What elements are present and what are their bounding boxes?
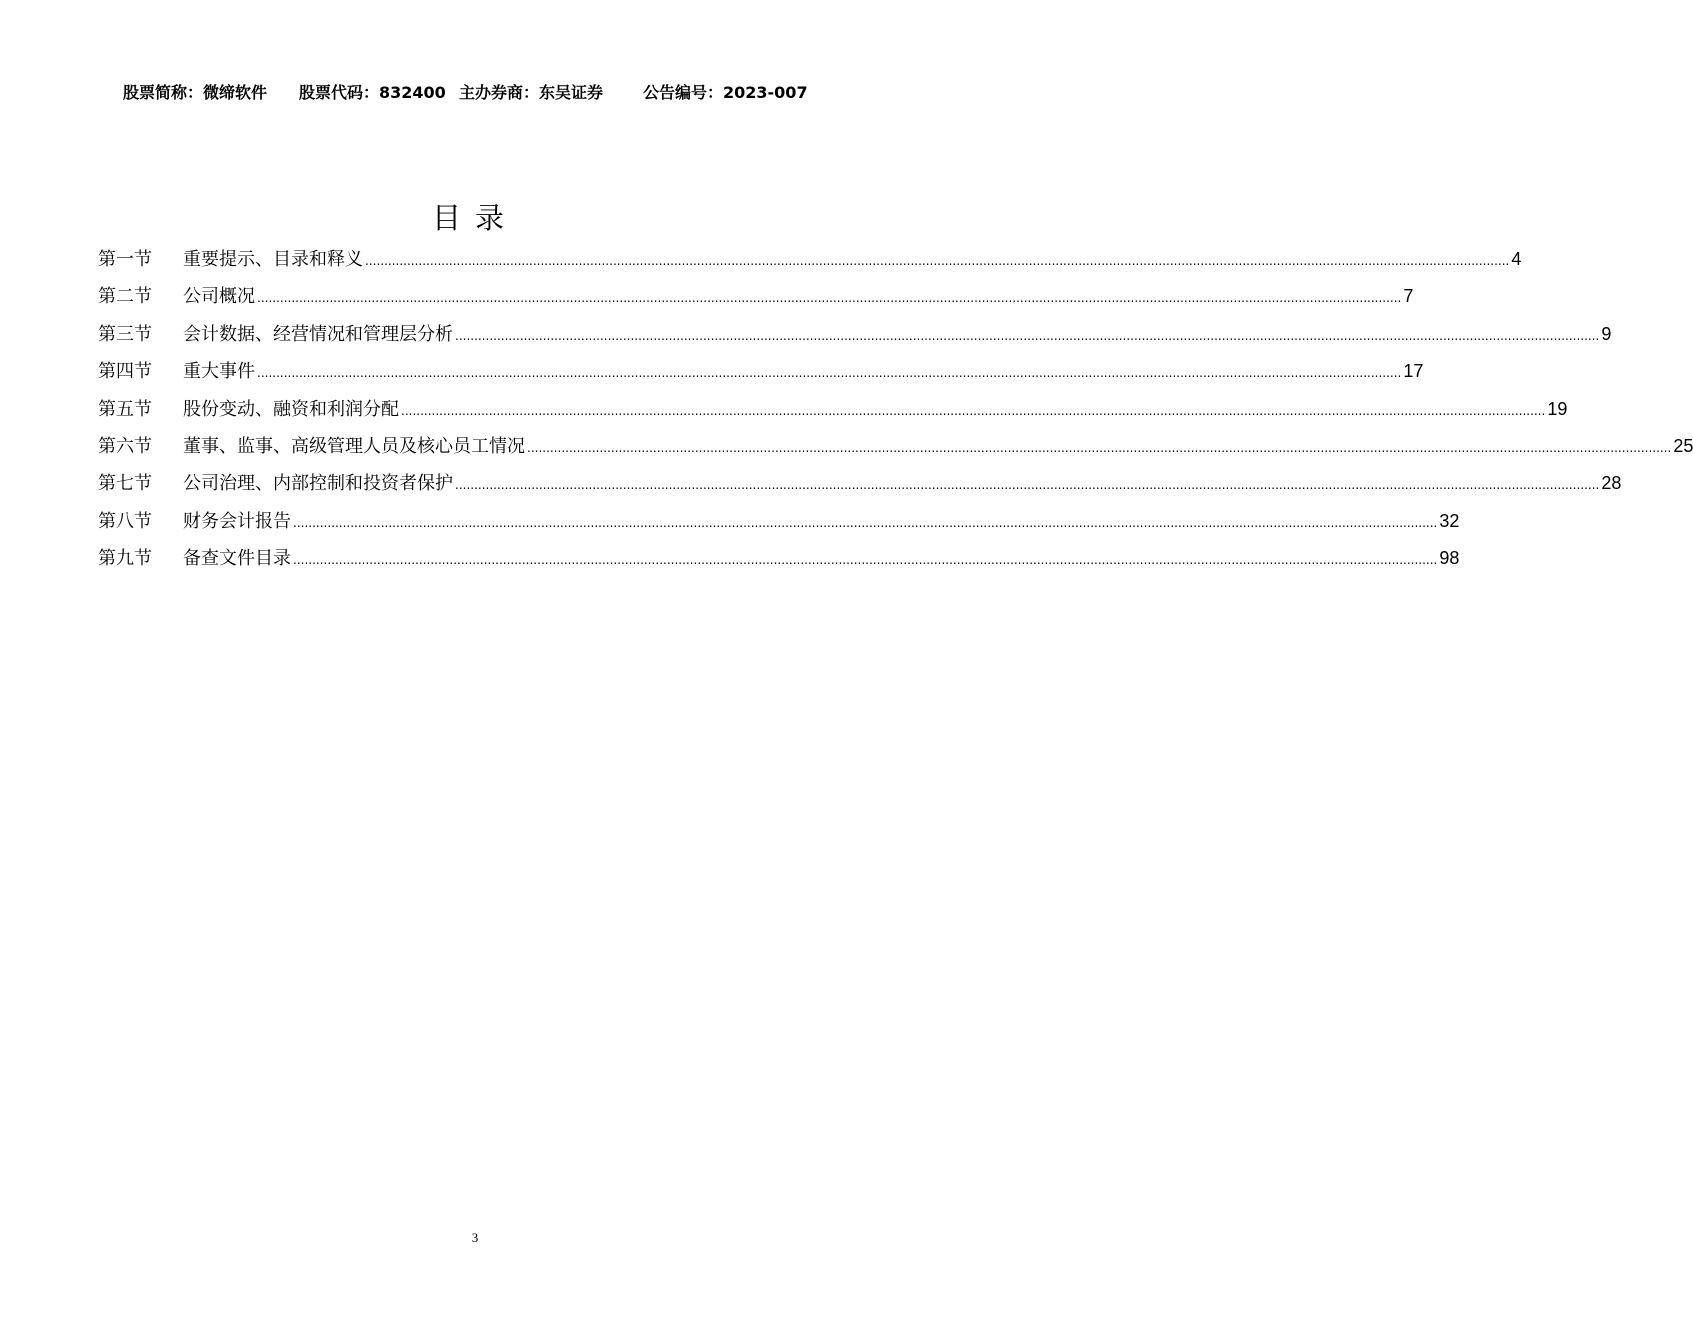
stock-code: 股票代码：832400 <box>299 83 446 102</box>
toc-section-label: 第七节 <box>98 473 152 495</box>
toc-page-number: 98 <box>1439 548 1460 569</box>
toc-section-title: 备查文件目录 <box>183 548 291 570</box>
toc-leader-dots: ............................................................................................................................................................................................................................................................................................................ <box>365 254 1510 268</box>
toc-page-number: 28 <box>1601 473 1622 494</box>
toc-section-label: 第八节 <box>98 510 152 532</box>
toc-page-number: 25 <box>1673 435 1693 456</box>
toc-leader-dots: ............................................................................................................................................................................................................................................................................................................ <box>455 478 1600 493</box>
toc-section-title: 重要提示、目录和释义 <box>183 249 363 270</box>
toc-leader-dots: ............................................................................................................................................................................................................................................................................................................ <box>293 515 1438 530</box>
toc-entry[interactable] <box>98 545 1460 582</box>
toc-entry[interactable] <box>98 433 1693 470</box>
page-title: 目录 <box>431 201 518 235</box>
page-number: 3 <box>471 1230 479 1245</box>
toc-section-title: 会计数据、经营情况和管理层分析 <box>183 323 453 345</box>
toc-page-number: 7 <box>1403 286 1414 307</box>
toc-section-title: 财务会计报告 <box>183 510 291 532</box>
toc-leader-dots: ............................................................................................................................................................................................................................................................................................................ <box>257 366 1402 381</box>
table-of-contents <box>98 246 1693 583</box>
lead-broker: 主办券商：东吴证券 <box>459 83 604 102</box>
toc-section-label: 第二节 <box>98 286 152 308</box>
document-header <box>123 80 823 104</box>
toc-entry[interactable] <box>98 246 1522 283</box>
toc-section-label: 第四节 <box>98 361 152 383</box>
toc-section-label: 第九节 <box>98 548 152 570</box>
toc-leader-dots: ............................................................................................................................................................................................................................................................................................................ <box>527 440 1672 455</box>
toc-page-number: 19 <box>1547 398 1568 419</box>
toc-entry[interactable] <box>98 283 1414 320</box>
stock-name: 股票简称：微缔软件 <box>123 83 268 102</box>
toc-section-label: 第一节 <box>98 249 152 270</box>
toc-section-title: 公司治理、内部控制和投资者保护 <box>183 473 453 495</box>
toc-section-label: 第六节 <box>98 435 152 457</box>
toc-entry[interactable] <box>98 321 1612 358</box>
toc-section-title: 董事、监事、高级管理人员及核心员工情况 <box>183 435 525 457</box>
toc-entry[interactable] <box>98 508 1460 545</box>
toc-leader-dots: ............................................................................................................................................................................................................................................................................................................ <box>293 553 1438 568</box>
toc-leader-dots: ............................................................................................................................................................................................................................................................................................................ <box>257 291 1402 306</box>
toc-entry[interactable] <box>98 396 1568 433</box>
toc-section-title: 股份变动、融资和利润分配 <box>183 398 399 420</box>
toc-page-number: 9 <box>1601 323 1612 344</box>
toc-entry[interactable] <box>98 470 1622 507</box>
toc-page-number: 4 <box>1511 249 1522 269</box>
toc-section-title: 重大事件 <box>183 361 255 383</box>
toc-entry[interactable] <box>98 358 1424 395</box>
toc-leader-dots: ............................................................................................................................................................................................................................................................................................................ <box>401 403 1546 418</box>
toc-section-title: 公司概况 <box>183 286 255 308</box>
toc-leader-dots: ............................................................................................................................................................................................................................................................................................................ <box>455 328 1600 343</box>
toc-page-number: 17 <box>1403 361 1424 382</box>
toc-section-label: 第五节 <box>98 398 152 420</box>
toc-section-label: 第三节 <box>98 323 152 345</box>
notice-number: 公告编号：2023-007 <box>643 83 808 102</box>
toc-page-number: 32 <box>1439 510 1460 531</box>
